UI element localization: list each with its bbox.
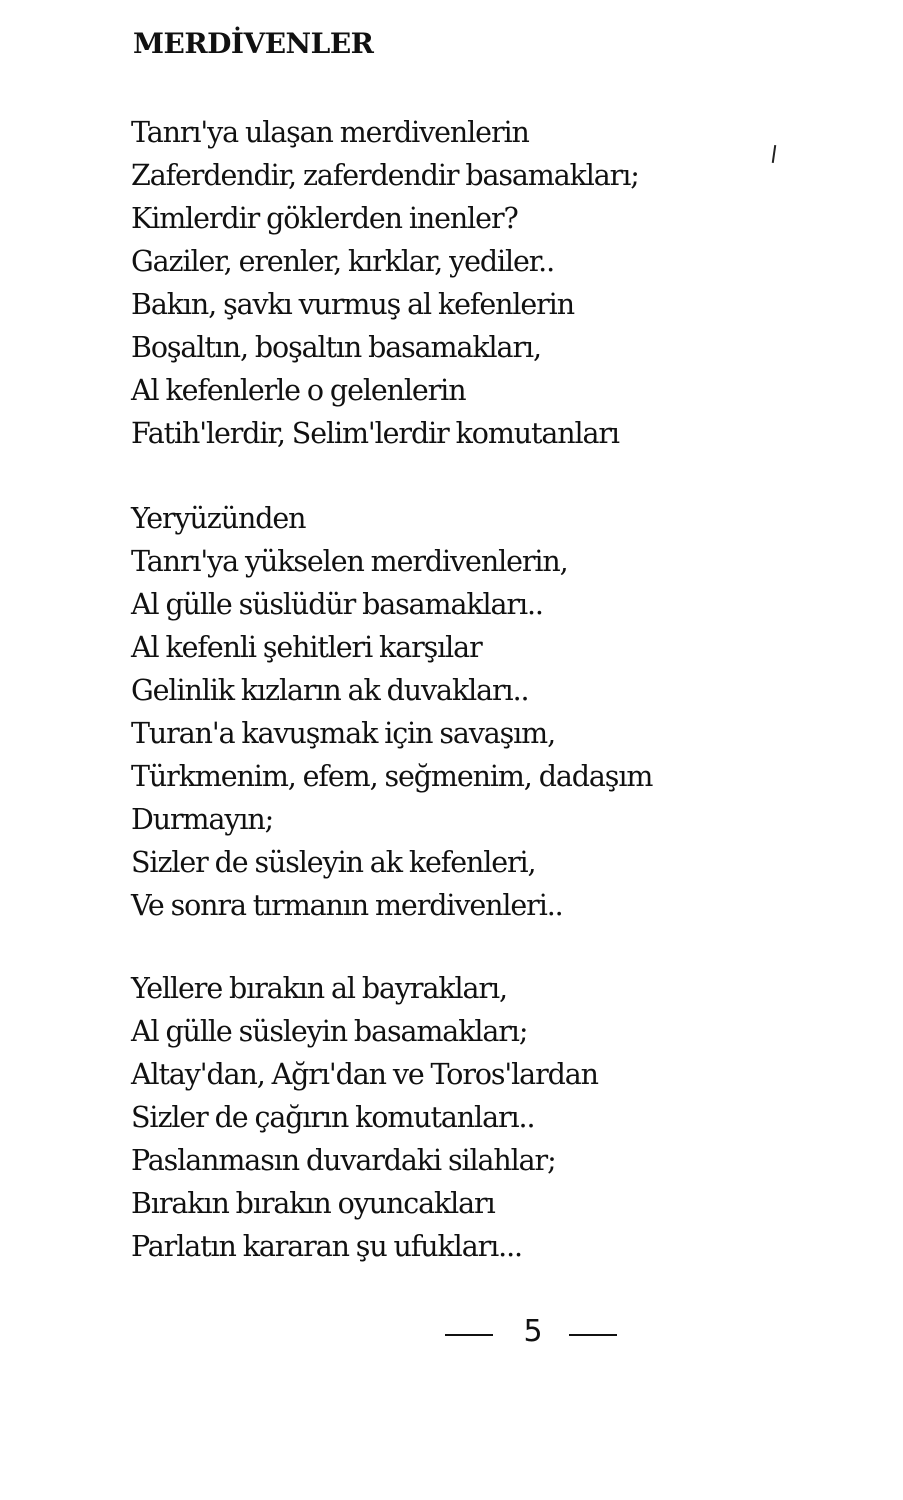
poem-line: Paslanmasın duvardaki silahlar; <box>131 1144 556 1177</box>
poem-line: Turan'a kavuşmak için savaşım, <box>131 717 556 750</box>
poem-line: Yellere bırakın al bayrakları, <box>131 972 507 1005</box>
stanza-3 <box>131 967 598 1268</box>
poem-line: Boşaltın, boşaltın basamakları, <box>131 331 541 364</box>
poem-line: Durmayın; <box>131 803 274 836</box>
poem-line: Türkmenim, efem, seğmenim, dadaşım <box>131 760 653 793</box>
poem-line: Yeryüzünden <box>131 502 306 535</box>
poem-line: Sizler de süsleyin ak kefenleri, <box>131 846 536 879</box>
poem-line: Altay'dan, Ağrı'dan ve Toros'lardan <box>131 1058 598 1091</box>
poem-line: Kimlerdir göklerden inenler? <box>131 202 518 235</box>
poem-line: Fatih'lerdir, Selim'lerdir komutanları <box>131 417 619 450</box>
poem-line: Gaziler, erenler, kırklar, yediler.. <box>131 245 555 278</box>
poem-line: Ve sonra tırmanın merdivenleri.. <box>131 889 563 922</box>
poem-line: Bırakın bırakın oyuncakları <box>131 1187 495 1220</box>
poem-line: Bakın, şavkı vurmuş al kefenlerin <box>131 288 574 321</box>
footer-dash-left <box>445 1334 493 1336</box>
poem-line: Al kefenlerle o gelenlerin <box>131 374 466 407</box>
poem-line: Al gülle süslüdür basamakları.. <box>131 588 543 621</box>
poem-line: Tanrı'ya ulaşan merdivenlerin <box>131 116 529 149</box>
poem-line: Gelinlik kızların ak duvakları.. <box>131 674 529 707</box>
page-footer <box>445 1312 625 1352</box>
stanza-2 <box>131 497 652 927</box>
poem-line: Zaferdendir, zaferdendir basamakları; <box>131 159 639 192</box>
footer-dash-right <box>569 1334 617 1336</box>
stray-ink-mark <box>772 145 776 163</box>
poem-line: Sizler de çağırın komutanları.. <box>131 1101 535 1134</box>
poem-line: Al kefenli şehitleri karşılar <box>131 631 482 664</box>
poem-title: MERDİVENLER <box>133 27 374 60</box>
poem-line: Tanrı'ya yükselen merdivenlerin, <box>131 545 568 578</box>
page-number: 5 <box>523 1314 543 1349</box>
stanza-1 <box>131 111 639 455</box>
poem-line: Al gülle süsleyin basamakları; <box>131 1015 528 1048</box>
poem-line: Parlatın kararan şu ufukları... <box>131 1230 522 1263</box>
